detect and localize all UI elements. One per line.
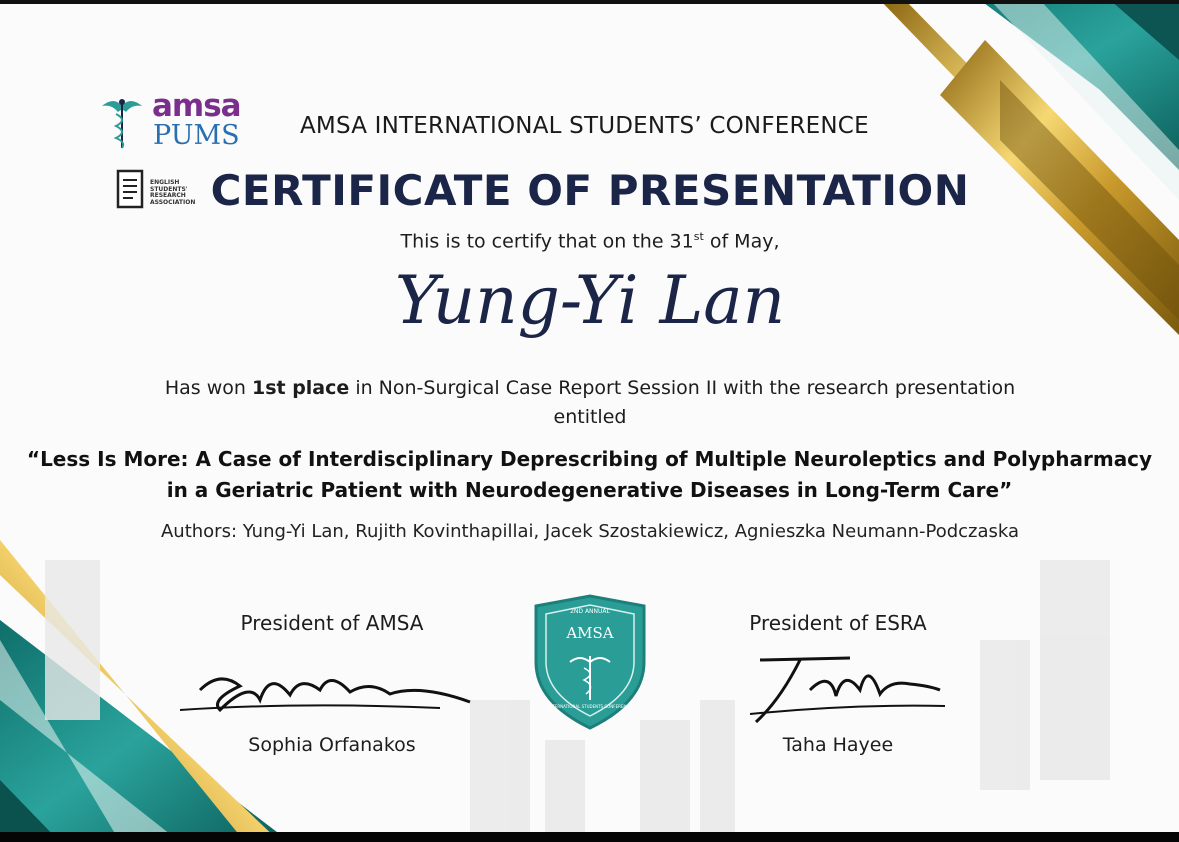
- bottom-edge: [0, 832, 1179, 842]
- signature-role-esra: President of ESRA: [749, 611, 927, 635]
- certify-line: [200, 230, 980, 252]
- recipient-name: Yung-Yi Lan: [394, 262, 786, 339]
- conference-name: AMSA INTERNATIONAL STUDENTS’ CONFERENCE: [300, 113, 869, 139]
- signature-esra: [740, 650, 960, 730]
- certify-suffix: of May,: [703, 230, 780, 253]
- signature-role-amsa: President of AMSA: [240, 611, 424, 635]
- award-suffix: in Non-Surgical Case Report Session II with the research presentation entitled: [349, 377, 1016, 428]
- authors-list: Authors: Yung-Yi Lan, Rujith Kovinthapillai, Jacek Szostakiewicz, Agnieszka Neumann-Podczaska: [160, 521, 1020, 542]
- signature-name-esra: Taha Hayee: [782, 734, 894, 756]
- esra-book-icon: [115, 168, 147, 212]
- logo-pums-text: PUMS: [153, 120, 240, 151]
- award-statement: [130, 374, 1050, 432]
- badge-center-text: AMSA: [566, 624, 614, 642]
- award-prefix: Has won: [164, 377, 252, 399]
- top-edge: [0, 0, 1179, 4]
- paper-title: “Less Is More: A Case of Interdisciplinary Deprescribing of Multiple Neuroleptics and Polypharmacy in a Geriatric Patient with Neurodegenerative Diseases in Long-Term Care”: [26, 447, 1153, 502]
- certificate-title: CERTIFICATE OF PRESENTATION: [210, 166, 970, 215]
- certify-prefix: This is to certify that on the 31: [400, 230, 694, 253]
- logo-amsa-text: amsa: [152, 88, 241, 124]
- badge-ring-text: INTERNATIONAL STUDENTS CONFERENCE: [548, 704, 632, 709]
- signature-amsa: [180, 650, 480, 730]
- award-place: 1st place: [251, 377, 350, 399]
- certify-ordinal: st: [693, 230, 704, 243]
- esra-logo-text: ENGLISH STUDENTS' RESEARCH ASSOCIATION: [150, 179, 196, 206]
- signature-name-amsa: Sophia Orfanakos: [248, 734, 416, 756]
- badge-top-text: 2ND ANNUAL: [570, 608, 610, 615]
